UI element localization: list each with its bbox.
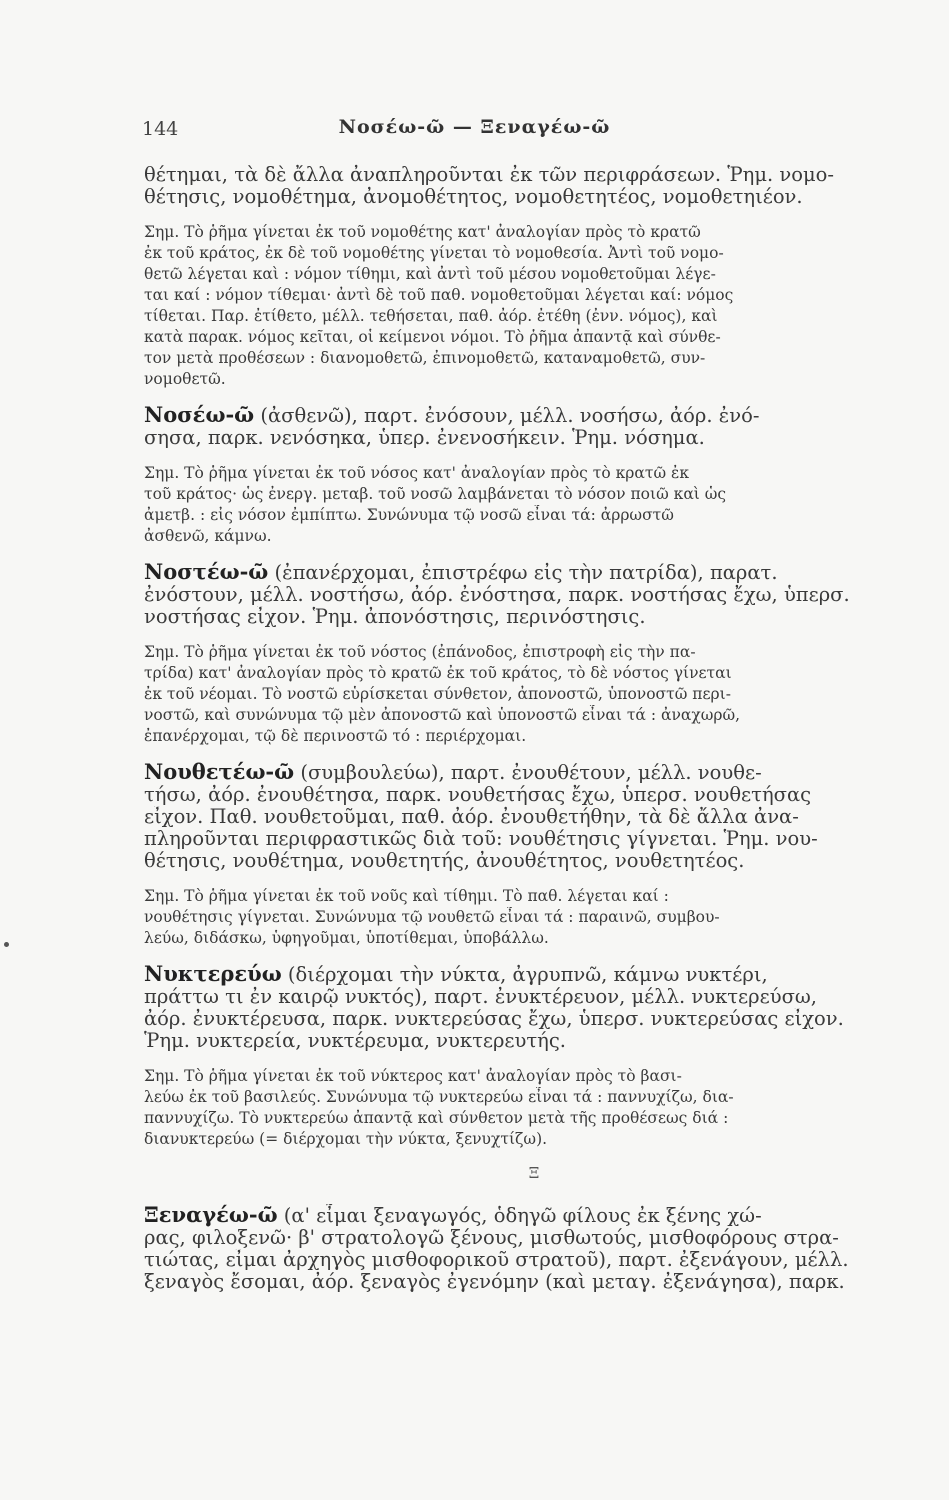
usage-note: [144, 1066, 924, 1150]
text-line: τον μετὰ προθέσεων : διανομοθετῶ, ἐπινομοθετῶ, καταναμοθετῶ, συν-: [144, 349, 706, 367]
entry-headword: Νοσέω-ῶ: [144, 404, 255, 427]
text-line: νοστῶ, καὶ συνώνυμα τῷ μὲν ἀπονοστῶ καὶ ὑπονοστῶ εἶναι τά : ἀναχωρῶ,: [144, 706, 741, 724]
entry-headword: Ξεναγέω-ῶ: [144, 1204, 278, 1227]
text-line: παννυχίζω. Τὸ νυκτερεύω ἀπαντᾷ καὶ σύνθετον μετὰ τῆς προθέσεως διά :: [144, 1109, 729, 1127]
text-line: τίθεται. Παρ. ἐτίθετο, μέλλ. τεθήσεται, παθ. ἀόρ. ἐτέθη (ἐνν. νόμος), καὶ: [144, 307, 718, 325]
usage-note: [144, 463, 924, 547]
text-line: ται καί : νόμον τίθεμαι· ἀντὶ δὲ τοῦ παθ. νομοθετοῦμαι λέγεται καί: νόμος: [144, 286, 734, 304]
entry-headword: Νουθετέω-ῶ: [144, 761, 295, 784]
dictionary-entry: [144, 561, 924, 628]
text-line: [144, 561, 924, 584]
text-line: Σημ. Τὸ ῥῆμα γίνεται ἐκ τοῦ νοῦς καὶ τίθημι. Τὸ παθ. λέγεται καί :: [144, 887, 669, 905]
entry-headword: Νυκτερεύω: [144, 963, 282, 986]
text-line: τρίδα) κατ' ἀναλογίαν πρὸς τὸ κρατῶ ἐκ τοῦ κράτος, τὸ δὲ νόστος γίνεται: [144, 664, 732, 682]
text-line: ἐκ τοῦ κράτος, ἐκ δὲ τοῦ νομοθέτης γίνεται τὸ νομοθεσία. Ἀντὶ τοῦ νομο-: [144, 244, 724, 262]
text-line: Σημ. Τὸ ῥῆμα γίνεται ἐκ τοῦ νόστος (ἐπάνοδος, ἐπιστροφὴ εἰς τὴν πα-: [144, 643, 696, 661]
usage-note: [144, 886, 924, 949]
running-head: Νοσέω-ῶ — Ξεναγέω-ῶ: [338, 116, 611, 138]
margin-dot: [4, 942, 9, 947]
text-line: ἐνόστουν, μέλλ. νοστήσω, ἀόρ. ἐνόστησα, παρκ. νοστήσας ἔχω, ὑπερσ.: [144, 584, 850, 606]
text-line: νομοθετῶ.: [144, 370, 226, 388]
entry-text: (ἐπανέρχομαι, ἐπιστρέφω εἰς τὴν πατρίδα), παρατ.: [268, 561, 778, 584]
text-line: λεύω, διδάσκω, ὑφηγοῦμαι, ὑποτίθεμαι, ὑποβάλλω.: [144, 929, 549, 947]
text-line: θέτησις, νομοθέτημα, ἀνομοθέτητος, νομοθετητέος, νομοθετηιέον.: [144, 186, 803, 208]
text-line: λεύω ἐκ τοῦ βασιλεύς. Συνώνυμα τῷ νυκτερεύω εἶναι τά : παννυχίζω, δια-: [144, 1088, 734, 1106]
text-line: ξεναγὸς ἔσομαι, ἀόρ. ξεναγὸς ἐγενόμην (καὶ μεταγ. ἐξενάγησα), παρκ.: [144, 1271, 845, 1293]
page-number: 144: [142, 118, 179, 140]
text-line: ἐκ τοῦ νέομαι. Τὸ νοστῶ εὑρίσκεται σύνθετον, ἀπονοστῶ, ὑπονοστῶ περι-: [144, 685, 731, 703]
text-line: νουθέτησις γίγνεται. Συνώνυμα τῷ νουθετῶ εἶναι τά : παραινῶ, συμβου-: [144, 908, 720, 926]
text-line: τιώτας, εἶμαι ἀρχηγὸς μισθοφορικοῦ στρατοῦ), παρτ. ἐξενάγουν, μέλλ.: [144, 1249, 849, 1271]
dictionary-text: [144, 164, 924, 1307]
text-line: διανυκτερεύω (= διέρχομαι τὴν νύκτα, ξενυχτίζω).: [144, 1130, 548, 1148]
dictionary-entry: [144, 963, 924, 1052]
text-line: νοστήσας εἶχον. Ῥημ. ἀπονόστησις, περινόστησις.: [144, 606, 646, 628]
text-line: Ῥημ. νυκτερεία, νυκτέρευμα, νυκτερευτής.: [144, 1030, 566, 1052]
entry-text: (ἀσθενῶ), παρτ. ἐνόσουν, μέλλ. νοσήσω, ἀόρ. ἐνό-: [254, 404, 760, 427]
text-line: Σημ. Τὸ ῥῆμα γίνεται ἐκ τοῦ νόσος κατ' ἀναλογίαν πρὸς τὸ κρατῶ ἐκ: [144, 464, 690, 482]
dictionary-entry: [144, 404, 924, 449]
text-line: Σημ. Τὸ ῥῆμα γίνεται ἐκ τοῦ νομοθέτης κατ' ἀναλογίαν πρὸς τὸ κρατῶ: [144, 223, 701, 241]
text-line: ἀόρ. ἐνυκτέρευσα, παρκ. νυκτερεύσας ἔχω, ὑπερσ. νυκτερεύσας εἶχον.: [144, 1008, 844, 1030]
dictionary-entry: [144, 1204, 924, 1293]
text-line: σησα, παρκ. νενόσηκα, ὑπερ. ἐνενοσήκειν. Ῥημ. νόσημα.: [144, 427, 705, 449]
text-line: εἶχον. Παθ. νουθετοῦμαι, παθ. ἀόρ. ἐνουθετήθην, τὰ δὲ ἄλλα ἀνα-: [144, 806, 799, 828]
text-line: θέτημαι, τὰ δὲ ἄλλα ἀναπληροῦνται ἐκ τῶν περιφράσεων. Ῥημ. νομο-: [144, 164, 834, 186]
usage-note: [144, 222, 924, 390]
usage-note: [144, 642, 924, 747]
entry-headword: Νοστέω-ῶ: [144, 561, 269, 584]
text-line: πράττω τι ἐν καιρῷ νυκτός), παρτ. ἐνυκτέρευον, μέλλ. νυκτερεύσω,: [144, 986, 817, 1008]
text-line: θέτησις, νουθέτημα, νουθετητής, ἀνουθέτητος, νουθετητέος.: [144, 850, 745, 872]
entry-text: (συμβουλεύω), παρτ. ἐνουθέτουν, μέλλ. νουθε-: [294, 761, 762, 784]
text-line: ἀσθενῶ, κάμνω.: [144, 527, 272, 545]
text-line: τήσω, ἀόρ. ἐνουθέτησα, παρκ. νουθετήσας ἔχω, ὑπερσ. νουθετήσας: [144, 784, 812, 806]
text-line: θετῶ λέγεται καὶ : νόμον τίθημι, καὶ ἀντὶ τοῦ μέσου νομοθετοῦμαι λέγε-: [144, 265, 716, 283]
text-line: [144, 963, 924, 986]
text-line: [144, 1204, 924, 1227]
text-line: ρας, φιλοξενῶ· β' στρατολογῶ ξένους, μισθωτούς, μισθοφόρους στρα-: [144, 1227, 839, 1249]
entry-text: (διέρχομαι τὴν νύκτα, ἀγρυπνῶ, κάμνω νυκτέρι,: [281, 963, 768, 986]
text-line: ἐπανέρχομαι, τῷ δὲ περινοστῶ τό : περιέρχομαι.: [144, 727, 527, 745]
text-line: [144, 761, 924, 784]
text-line: κατὰ παρακ. νόμος κεῖται, οἱ κείμενοι νόμοι. Τὸ ῥῆμα ἀπαντᾷ καὶ σύνθε-: [144, 328, 721, 346]
text-line: [144, 404, 924, 427]
text-line: πληροῦνται περιφραστικῶς διὰ τοῦ: νουθέτησις γίγνεται. Ῥημ. νου-: [144, 828, 818, 850]
text-block: [144, 164, 924, 208]
section-ornament: Ξ: [528, 1164, 540, 1182]
text-line: ἀμετβ. : εἰς νόσον ἐμπίπτω. Συνώνυμα τῷ νοσῶ εἶναι τά: ἀρρωστῶ: [144, 506, 674, 524]
dictionary-entry: [144, 761, 924, 872]
text-line: τοῦ κράτος· ὡς ἐνεργ. μεταβ. τοῦ νοσῶ λαμβάνεται τὸ νόσον ποιῶ καὶ ὡς: [144, 485, 727, 503]
text-line: Σημ. Τὸ ῥῆμα γίνεται ἐκ τοῦ νύκτερος κατ' ἀναλογίαν πρὸς τὸ βασι-: [144, 1067, 682, 1085]
entry-text: (α' εἶμαι ξεναγωγός, ὁδηγῶ φίλους ἐκ ξένης χώ-: [277, 1204, 762, 1227]
